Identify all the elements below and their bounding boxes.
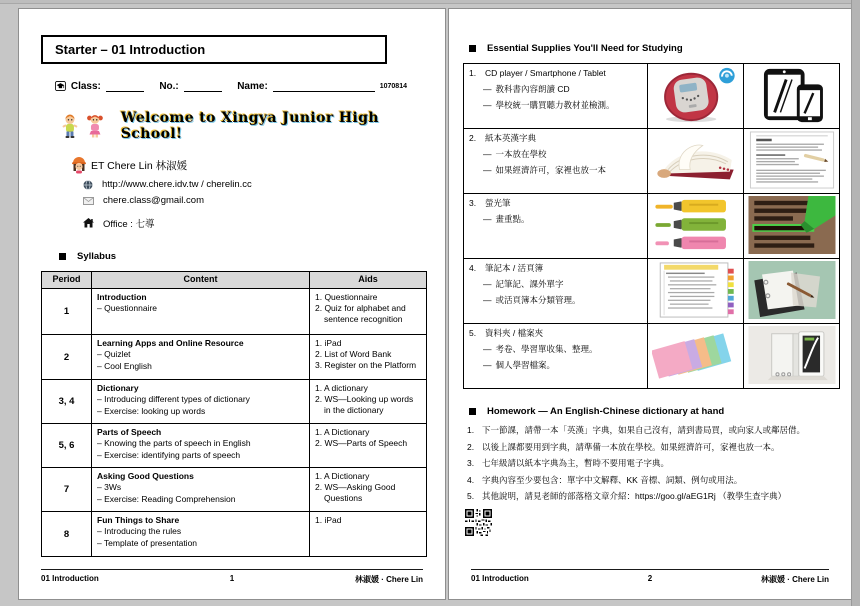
supplies-row: 1. CD player / Smartphone / Tablet — 教科書內容朗讀 CD — 學校統一購買聽力教材並檢測。 xyxy=(464,64,840,129)
tabbed-notes-photo xyxy=(652,261,740,319)
graduation-cap-icon xyxy=(55,80,66,92)
envelope-icon xyxy=(83,197,94,205)
syllabus-header-row xyxy=(42,272,427,289)
syllabus-row: 1 Introduction – Questionnaire 1. Questionnaire 2. Quiz for alphabet and sentence recognition xyxy=(42,289,427,335)
column-header-content: Content xyxy=(92,272,310,289)
footer-doc-title: 01 Introduction xyxy=(41,574,99,583)
teacher-email[interactable]: chere.class@gmail.com xyxy=(103,195,204,206)
page1-footer xyxy=(41,569,423,585)
footer-page-number: 1 xyxy=(229,574,235,583)
syllabus-heading: Syllabus xyxy=(59,251,445,262)
highlighting-text-photo xyxy=(748,196,836,254)
welcome-banner-text: Welcome to Xingya Junior High School! xyxy=(120,110,380,142)
teacher-avatar xyxy=(71,156,87,174)
supplies-table xyxy=(463,63,840,389)
column-header-aids: Aids xyxy=(310,272,427,289)
name-blank[interactable] xyxy=(273,81,375,92)
homework-item: 3. 七年級請以紙本字典為主，暫時不要用電子字典。 xyxy=(467,458,670,469)
document-pages xyxy=(0,4,860,600)
no-blank[interactable] xyxy=(184,81,222,92)
qr-code-container xyxy=(465,509,851,541)
student-info-line xyxy=(55,80,407,92)
syllabus-row: 2 Learning Apps and Online Resource – Quizlet – Cool English 1. iPad 2. List of Word Bank 3. Register on the Platform xyxy=(42,335,427,380)
name-label: Name: xyxy=(237,81,268,92)
teacher-name: ET Chere Lin 林淑媛 xyxy=(91,159,188,172)
globe-icon xyxy=(83,180,93,190)
syllabus-row: 7 Asking Good Questions – 3Ws – Exercise: Reading Comprehension 1. A Dictionary 2. WS—Asking Good Questions xyxy=(42,468,427,512)
house-icon xyxy=(83,218,94,228)
qr-code xyxy=(465,509,492,536)
syllabus-row: 5, 6 Parts of Speech – Knowing the parts of speech in English – Exercise: identifying parts of speech 1. A Dictionary 2. WS—Parts of Speech xyxy=(42,424,427,468)
supplies-row: 3. 螢光筆 — 畫重點。 xyxy=(464,194,840,259)
black-square-bullet xyxy=(469,45,476,52)
supplies-row: 2. 紙本英漢字典 — 一本放在學校 — 如果經濟許可，家裡也放一本 xyxy=(464,129,840,194)
no-label: No.: xyxy=(159,81,179,92)
teacher-office: Office : 七導 xyxy=(103,219,155,230)
highlighter-pens-photo xyxy=(652,196,740,254)
open-dictionary-photo xyxy=(652,131,740,189)
column-header-period: Period xyxy=(42,272,92,289)
footer-page-number: 2 xyxy=(647,574,653,583)
homework-item: 1. 下一節課，請帶一本「英漢」字典，如果自己沒有，請到書局買，或向家人或鄰居借。 xyxy=(467,425,806,435)
document-number: 1070814 xyxy=(379,82,407,90)
footer-doc-title: 01 Introduction xyxy=(471,574,529,583)
syllabus-row: 3, 4 Dictionary – Introducing different types of dictionary – Exercise: looking up words 1. A dictionary 2. WS—Looking up words in the dictionary xyxy=(42,380,427,424)
homework-item: 2. 以後上課都要用到字典，請準備一本放在學校。如果經濟許可，家裡也放一本。 xyxy=(467,441,780,452)
cartoon-girl-image xyxy=(84,113,106,139)
teacher-website[interactable]: http://www.chere.idv.tw / cherelin.cc xyxy=(102,179,252,190)
page-title: Starter – 01 Introduction xyxy=(41,35,387,64)
ring-binder-photo xyxy=(748,261,836,319)
syllabus-row: 8 Fun Things to Share – Introducing the rules – Template of presentation 1. iPad xyxy=(42,512,427,557)
dictionary-page-photo xyxy=(748,131,836,189)
homework-heading: Homework — An English-Chinese dictionary at hand xyxy=(469,406,851,417)
supplies-row: 5. 資料夾 / 檔案夾 — 考卷、學習單收集、整理。 — 個人學習檔案。 xyxy=(464,324,840,389)
tablet-smartphone-icon xyxy=(748,66,836,124)
scrollbar[interactable] xyxy=(851,0,860,606)
supplies-row: 4. 筆記本 / 活頁簿 — 記筆記、課外單字 — 或活頁簿本分類管理。 xyxy=(464,259,840,324)
page-1 xyxy=(18,8,446,600)
page-2 xyxy=(448,8,852,600)
black-square-bullet xyxy=(469,408,476,415)
supplies-heading: Essential Supplies You'll Need for Studying xyxy=(469,43,851,54)
class-blank[interactable] xyxy=(106,81,144,92)
file-binders-photo xyxy=(748,326,836,384)
cartoon-boy-image xyxy=(59,113,81,139)
plastic-folders-photo xyxy=(652,326,740,384)
teacher-contact-block xyxy=(71,156,445,230)
class-label: Class: xyxy=(70,81,101,92)
footer-author: 林淑媛 · Chere Lin xyxy=(760,575,829,584)
homework-item: 5. 其他說明，請見老師的部落格文章介紹：https://goo.gl/aEG1Rj （教學生查字典） xyxy=(467,491,787,502)
homework-list xyxy=(467,425,837,502)
footer-author: 林淑媛 · Chere Lin xyxy=(354,575,423,584)
homework-item: 4. 字典內容至少要包含：單字中文解釋、KK 音標、詞類、例句或用法。 xyxy=(467,474,743,485)
cd-player-photo xyxy=(652,66,740,124)
syllabus-table xyxy=(41,271,427,557)
black-square-bullet xyxy=(59,253,66,260)
welcome-banner-row xyxy=(59,110,445,142)
page2-footer xyxy=(471,569,829,585)
